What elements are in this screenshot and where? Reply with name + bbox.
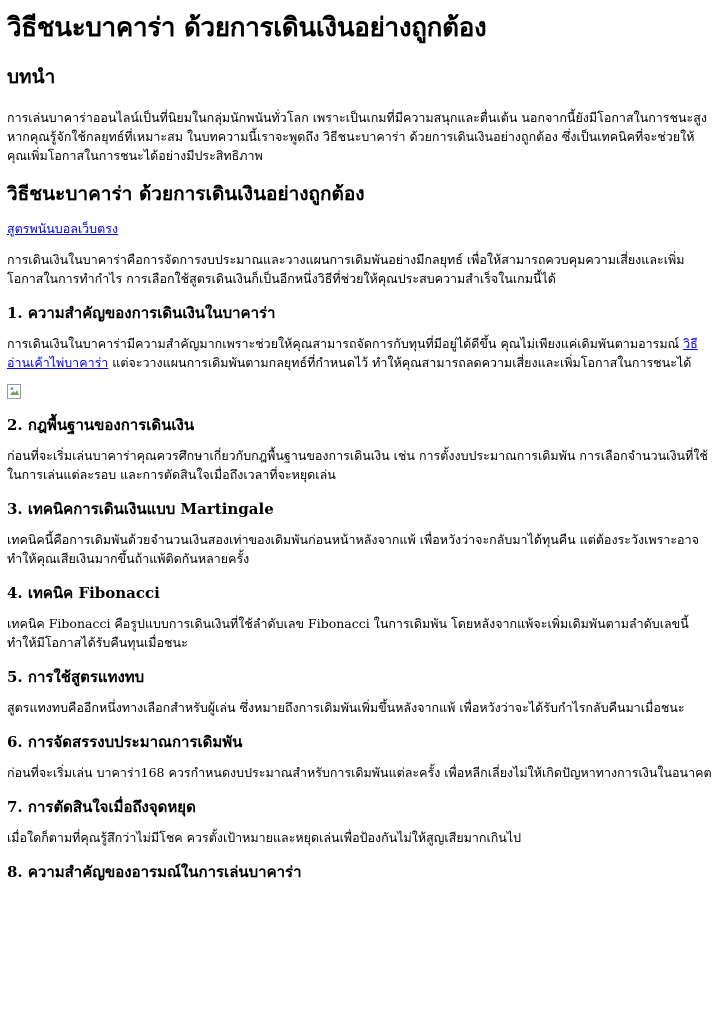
section-1-heading: 1. ความสำคัญของการเดินเงินในบาคาร่า [7,304,276,322]
section-3-heading: 3. เทคนิคการเดินเงินแบบ Martingale [7,500,274,518]
section-6-heading: 6. การจัดสรรงบประมาณการเดิมพัน [7,733,243,751]
broken-image [7,384,713,404]
section-3-paragraph: เทคนิคนี้คือการเดิมพันด้วยจำนวนเงินสองเท่าของเดิมพันก่อนหน้าหลังจากแพ้ เพื่อหวังว่าจะกลับมาได้ทุนคืน แต่ต้องระวังเพราะอาจทำให้คุณเสียเงินมากขึ้นถ้าแพ้ติดกันหลายครั้ง [7,532,699,566]
section-7-paragraph: เมื่อใดก็ตามที่คุณรู้สึกว่าไม่มีโชค ควรตั้งเป้าหมายและหยุดเล่นเพื่อป้องกันไม่ให้สูญเสียมากเกินไป [7,830,522,845]
section-5-heading: 5. การใช้สูตรแทงทบ [7,668,145,686]
top-link-paragraph [7,219,713,238]
section-2-heading: 2. กฎพื้นฐานของการเดินเงิน [7,416,195,434]
section-4-heading: 4. เทคนิค Fibonacci [7,584,160,602]
intro-paragraph: การเล่นบาคาร่าออนไลน์เป็นที่นิยมในกลุ่มนักพนันทั่วโลก เพราะเป็นเกมที่มีความสนุกและตื่นเต้น นอกจากนี้ยังมีโอกาสในการชนะสูง หากคุณรู้จักใช้กลยุทธ์ที่เหมาะสม ในบทความนี้เราจะพูดถึง วิธีชนะบาคาร่า ด้วยการเดินเงินอย่างถูกต้อง ซึ่งเป็นเทคนิคที่จะช่วยให้คุณเพิ่มโอกาสในการชนะได้อย่างมีประสิทธิภาพ [7,110,707,163]
section-5-paragraph: สูตรแทงทบคืออีกหนึ่งทางเลือกสำหรับผู้เล่น ซึ่งหมายถึงการเดิมพันเพิ่มขึ้นหลังจากแพ้ เพื่อหวังว่าจะได้รับกำไรกลับคืนมาเมื่อชนะ [7,700,685,715]
broken-image-icon [7,384,23,400]
section-8-heading: 8. ความสำคัญของอารมณ์ในการเล่นบาคาร่า [7,863,302,881]
baccarat-card-reading-link[interactable]: วิธีอ่านเค้าไพ่บาคาร่า [7,336,698,370]
section-7-heading: 7. การตัดสินใจเมื่อถึงจุดหยุด [7,798,196,816]
section-1-text-after: แต่จะวางแผนการเดิมพันตามกลยุทธ์ที่กำหนดไว้ ทำให้คุณสามารถลดความเสี่ยงและเพิ่มโอกาสในการชนะได้ [108,355,692,370]
section-2-paragraph: ก่อนที่จะเริ่มเล่นบาคาร่าคุณควรศึกษาเกี่ยวกับกฎพื้นฐานของการเดินเงิน เช่น การตั้งงบประมาณการเดิมพัน การเลือกจำนวนเงินที่ใช้ในการเล่นแต่ละรอบ และการตัดสินใจเมื่อถึงเวลาที่จะหยุดเล่น [7,448,708,482]
intro-heading: บทนำ [7,66,56,88]
money-management-paragraph: การเดินเงินในบาคาร่าคือการจัดการงบประมาณและวางแผนการเดิมพันอย่างมีกลยุทธ์ เพื่อให้สามารถควบคุมความเสี่ยงและเพิ่มโอกาสในการทำกำไร การเลือกใช้สูตรเดินเงินก็เป็นอีกหนึ่งวิธีที่ช่วยให้คุณประสบความสำเร็จในเกมนี้ได้ [7,252,685,286]
section-4-paragraph: เทคนิค Fibonacci คือรูปแบบการเดินเงินที่ใช้ลำดับเลข Fibonacci ในการเดิมพัน โดยหลังจากแพ้จะเพิ่มเดิมพันตามลำดับเลขนี้ ทำให้มีโอกาสได้รับคืนทุนเมื่อชนะ [7,616,689,650]
main-heading: วิธีชนะบาคาร่า ด้วยการเดินเงินอย่างถูกต้อง [7,183,365,205]
section-1-paragraph [7,334,713,372]
page-title: วิธีชนะบาคาร่า ด้วยการเดินเงินอย่างถูกต้อง [7,13,487,43]
article [0,10,720,883]
section-1-text-before: การเดินเงินในบาคาร่ามีความสำคัญมากเพราะช่วยให้คุณสามารถจัดการกับทุนที่มีอยู่ได้ดีขึ้น คุณไม่เพียงแค่เดิมพันตามอารมณ์ [7,336,684,351]
football-betting-link[interactable]: สูตรพนันบอลเว็บตรง [7,221,119,236]
section-6-paragraph: ก่อนที่จะเริ่มเล่น บาคาร่า168 ควรกำหนดงบประมาณสำหรับการเดิมพันแต่ละครั้ง เพื่อหลีกเลี่ยงไม่ให้เกิดปัญหาทางการเงินในอนาคต [7,765,712,780]
